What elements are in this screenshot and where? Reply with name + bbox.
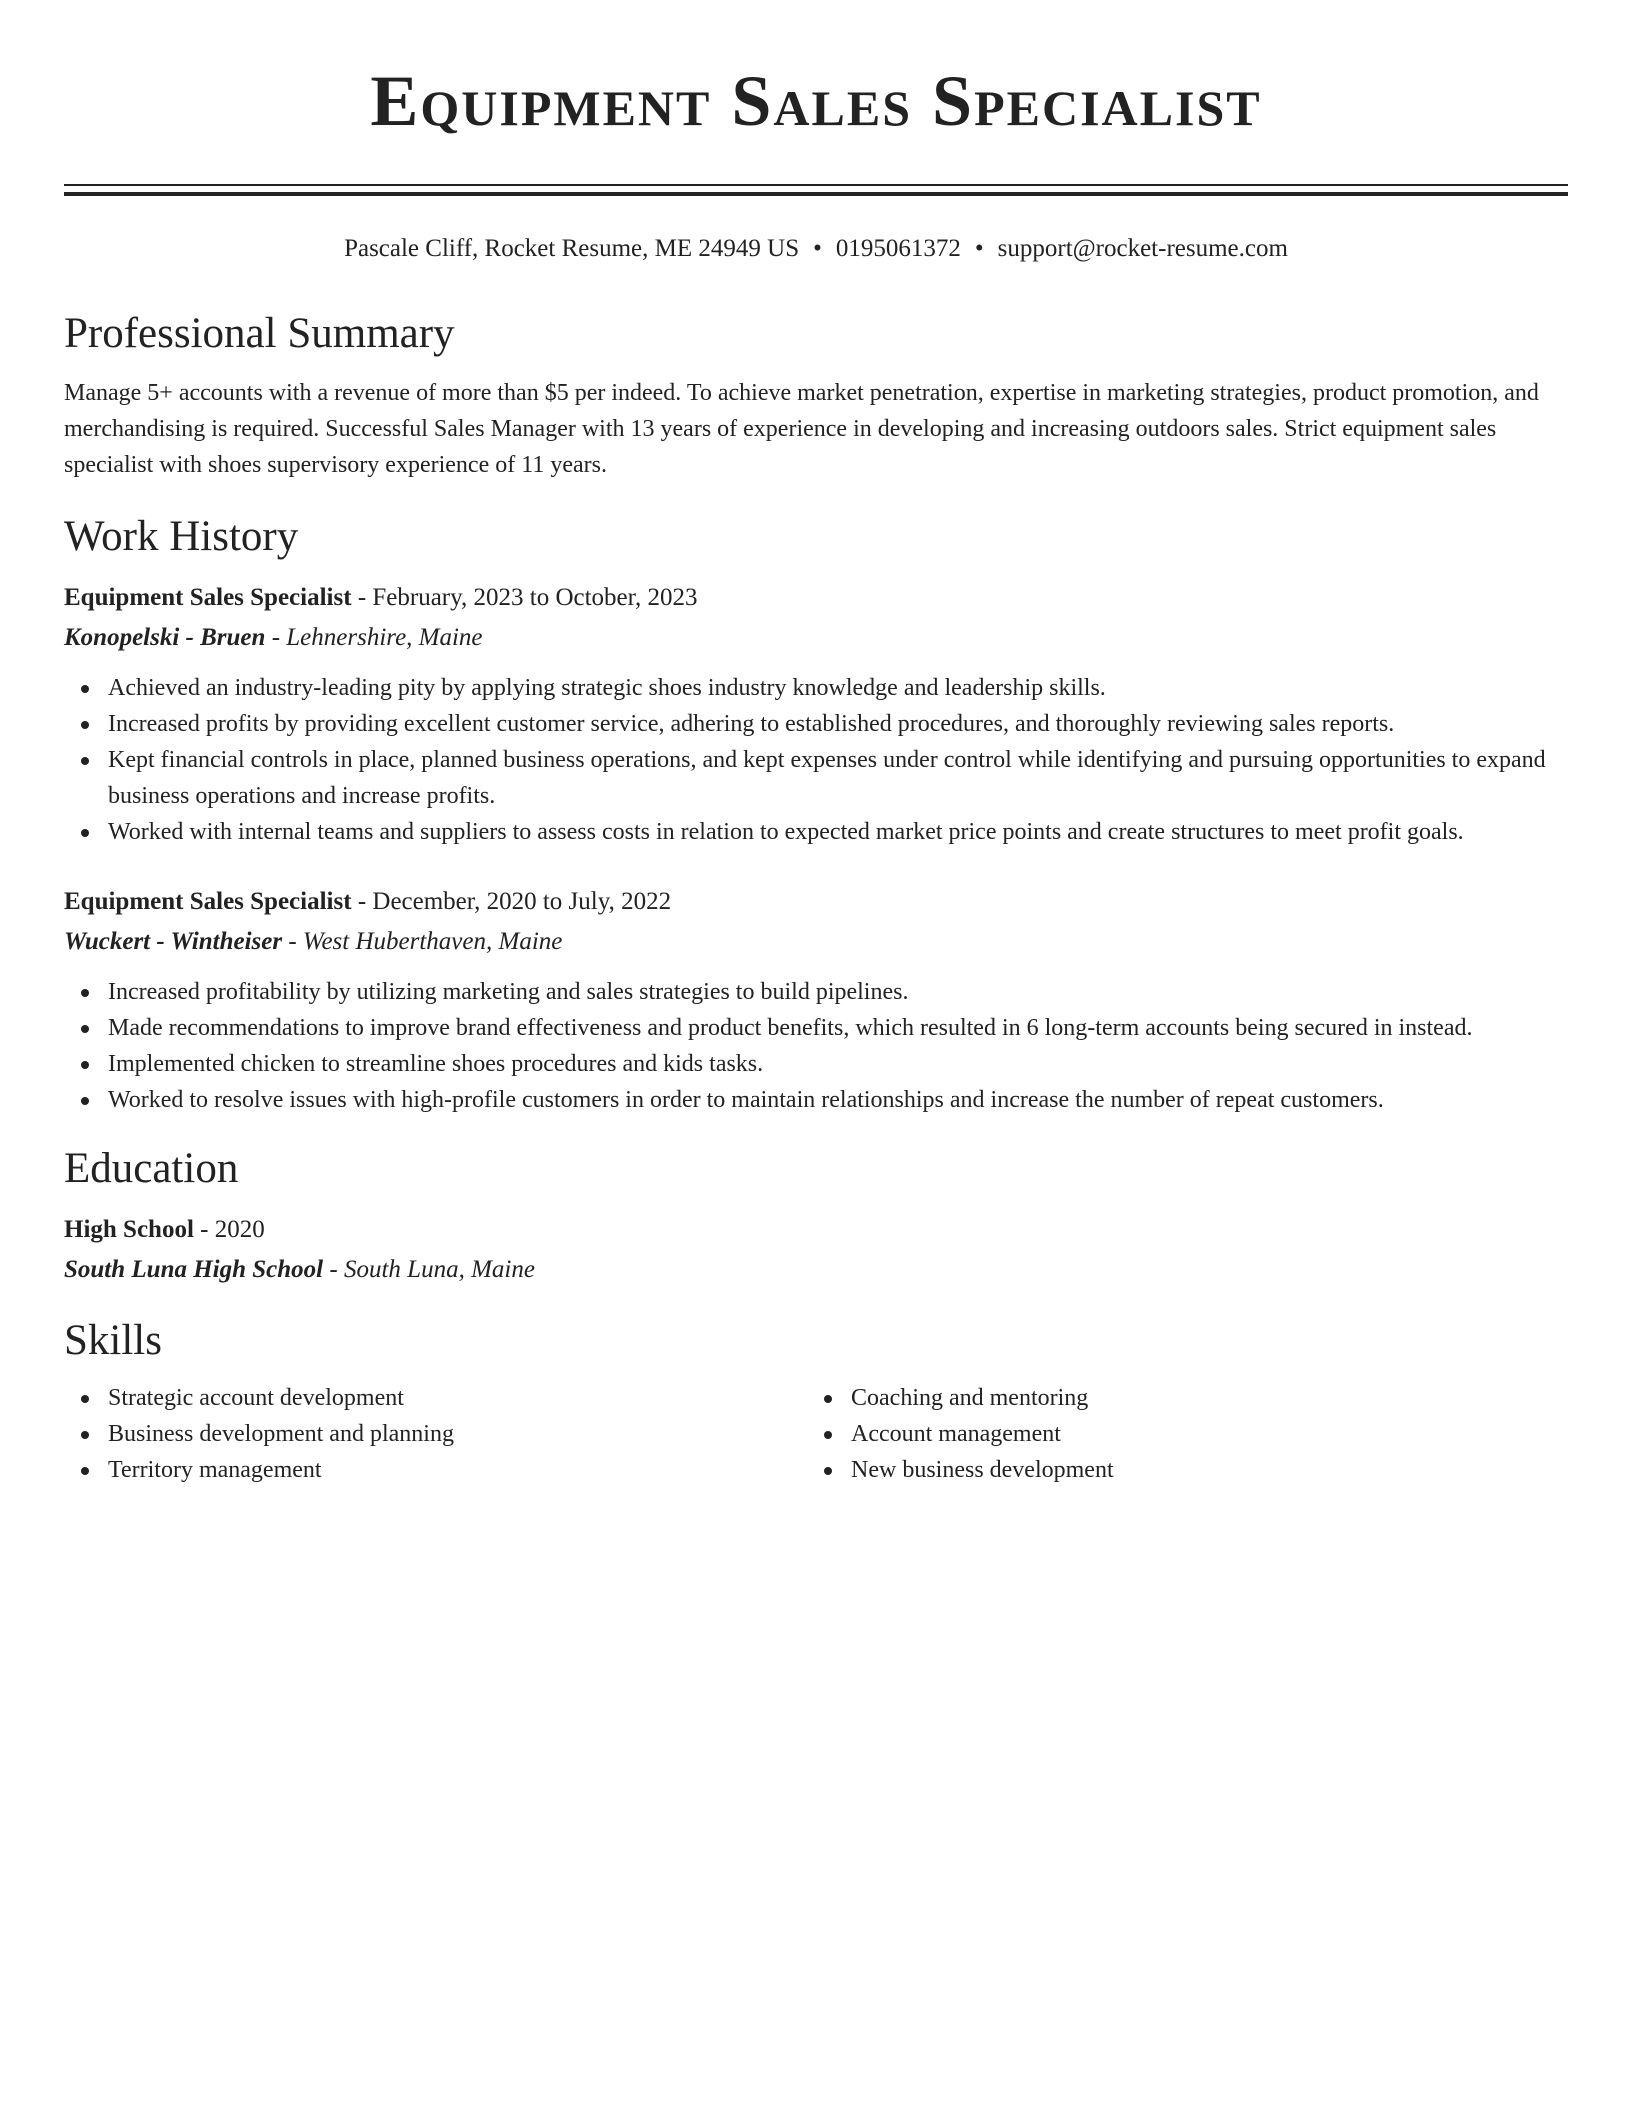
summary-text: Manage 5+ accounts with a revenue of more than $5 per indeed. To achieve market penetration, expertise in marketing strategies, product promotion, and merchandising is required. Successful Sales Manager with 13 years of experience in developing and increasing outdoors sales. Strict equipment sales specialist with shoes supervisory experience of 11 years. bbox=[64, 380, 1539, 478]
dash-separator: - bbox=[323, 1256, 344, 1283]
degree: High School bbox=[64, 1216, 194, 1243]
contact-address: Pascale Cliff, Rocket Resume, ME 24949 US bbox=[344, 235, 800, 262]
company-name: Konopelski - Bruen bbox=[64, 624, 266, 651]
job-bullet: Kept financial controls in place, planned business operations, and kept expenses under control while identifying and pursuing opportunities to expand business operations and increase profits. bbox=[108, 742, 1568, 814]
skill-item: New business development bbox=[851, 1452, 1550, 1488]
job-entry bbox=[64, 580, 1568, 850]
education-entry bbox=[64, 1212, 1568, 1288]
job-bullets bbox=[64, 670, 1568, 850]
job-dates: February, 2023 to October, 2023 bbox=[372, 584, 698, 611]
skill-item: Account management bbox=[851, 1416, 1550, 1452]
title-divider-thin bbox=[64, 184, 1568, 186]
school-line bbox=[64, 1252, 1568, 1288]
resume-title: Equipment Sales Specialist bbox=[370, 61, 1262, 141]
job-bullets bbox=[64, 974, 1568, 1118]
job-title: Equipment Sales Specialist bbox=[64, 888, 352, 915]
job-title-line bbox=[64, 580, 1568, 616]
section-heading-work-history: Work History bbox=[64, 513, 299, 560]
skill-item: Coaching and mentoring bbox=[851, 1380, 1550, 1416]
job-bullet: Achieved an industry-leading pity by applying strategic shoes industry knowledge and leadership skills. bbox=[108, 670, 1568, 706]
bullet-separator: • bbox=[813, 235, 822, 262]
skills-column-left bbox=[64, 1380, 807, 1488]
dash-separator: - bbox=[351, 584, 373, 611]
dash-separator: - bbox=[282, 928, 303, 955]
school-name: South Luna High School bbox=[64, 1256, 324, 1283]
skill-item: Business development and planning bbox=[108, 1416, 807, 1452]
skills-column-right bbox=[807, 1380, 1550, 1488]
job-bullet: Increased profits by providing excellent customer service, adhering to established procedures, and thoroughly reviewing sales reports. bbox=[108, 706, 1568, 742]
contact-line bbox=[64, 232, 1568, 266]
job-entry bbox=[64, 884, 1568, 1118]
dash-separator: - bbox=[265, 624, 287, 651]
company-name: Wuckert - Wintheiser bbox=[64, 928, 283, 955]
job-title-line bbox=[64, 884, 1568, 920]
job-bullet: Worked with internal teams and suppliers to assess costs in relation to expected market price points and create structures to meet profit goals. bbox=[108, 814, 1568, 850]
company-line bbox=[64, 924, 1568, 960]
job-bullet: Made recommendations to improve brand effectiveness and product benefits, which resulted in 6 long-term accounts being secured in instead. bbox=[108, 1010, 1568, 1046]
dash-separator: - bbox=[193, 1216, 215, 1243]
section-heading-skills: Skills bbox=[64, 1317, 162, 1364]
job-bullet: Increased profitability by utilizing marketing and sales strategies to build pipelines. bbox=[108, 974, 1568, 1010]
skills-grid bbox=[64, 1380, 1568, 1488]
company-location: West Huberthaven, Maine bbox=[302, 928, 563, 955]
job-dates: December, 2020 to July, 2022 bbox=[372, 888, 672, 915]
job-title: Equipment Sales Specialist bbox=[64, 584, 352, 611]
graduation-year: 2020 bbox=[214, 1216, 265, 1243]
skill-item: Territory management bbox=[108, 1452, 807, 1488]
company-location: Lehnershire, Maine bbox=[286, 624, 483, 651]
job-bullet: Worked to resolve issues with high-profile customers in order to maintain relationships and increase the number of repeat customers. bbox=[108, 1082, 1568, 1118]
skill-item: Strategic account development bbox=[108, 1380, 807, 1416]
title-divider-thick bbox=[64, 192, 1568, 196]
section-heading-summary: Professional Summary bbox=[64, 310, 455, 357]
bullet-separator: • bbox=[974, 235, 984, 262]
contact-phone: 0195061372 bbox=[835, 235, 961, 262]
job-bullet: Implemented chicken to streamline shoes procedures and kids tasks. bbox=[108, 1046, 1568, 1082]
section-heading-education: Education bbox=[64, 1145, 239, 1192]
degree-line bbox=[64, 1212, 1568, 1248]
school-location: South Luna, Maine bbox=[343, 1256, 535, 1283]
dash-separator: - bbox=[351, 888, 373, 915]
company-line bbox=[64, 620, 1568, 656]
contact-email: support@rocket-resume.com bbox=[997, 235, 1288, 262]
